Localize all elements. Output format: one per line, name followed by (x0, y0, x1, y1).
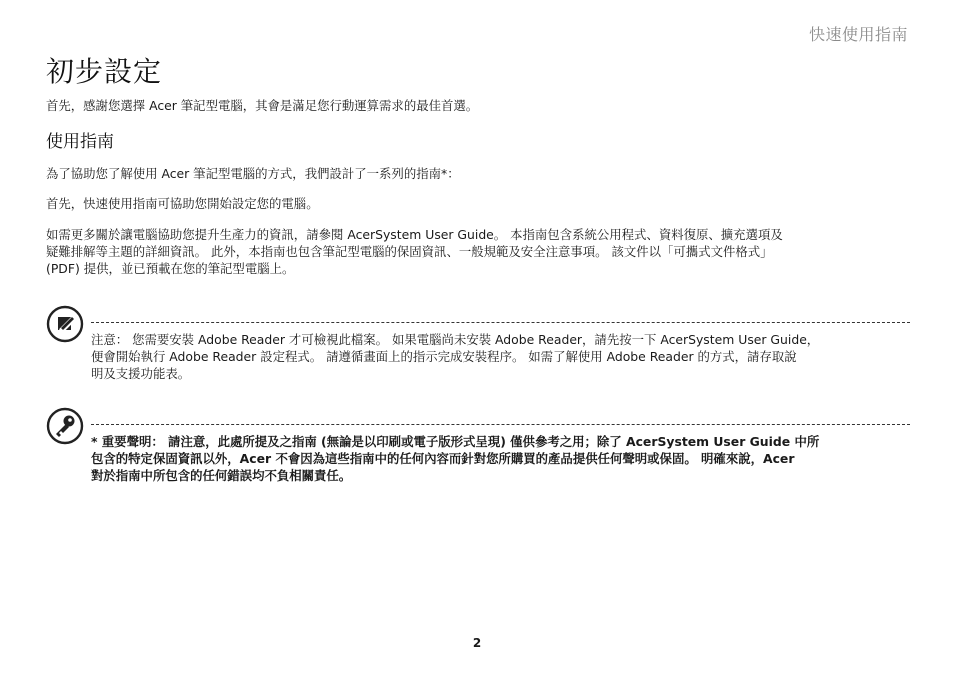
header-guide-label: 快速使用指南 (808, 25, 908, 44)
note-pencil-icon (46, 305, 84, 343)
system-guide-line-2: 疑難排解等主題的詳細資訊。 此外，本指南也包含筆記型電腦的保固資訊、一般規範及安全注意事項。 該文件以「可攜式文件格式」 (46, 244, 773, 259)
intro-paragraph: 首先，感謝您選擇 Acer 筆記型電腦，其會是滿足您行動運算需求的最佳首選。 (46, 98, 479, 113)
disclaimer-block (46, 407, 910, 487)
note-line-2: 便會開始執行 Adobe Reader 設定程式。 請遵循畫面上的指示完成安裝程序。 如需了解使用 Adobe Reader 的方式，請存取說 (91, 349, 797, 364)
note-line-1: 注意： 您需要安裝 Adobe Reader 才可檢視此檔案。 如果電腦尚未安裝 Adobe Reader，請先按一下 AcerSystem User Guide， (91, 332, 820, 347)
page-number: 2 (472, 636, 482, 650)
system-guide-paragraph (46, 226, 906, 277)
note-line-3: 明及支援功能表。 (91, 366, 191, 381)
note-text (91, 331, 902, 382)
note-block (46, 305, 910, 385)
disclaimer-line-1: * 重要聲明： 請注意，此處所提及之指南 (無論是以印刷或電子版形式呈現) 僅供參考之用；除了 AcerSystem User Guide 中所 (91, 434, 820, 449)
page-title: 初步設定 (46, 55, 163, 88)
disclaimer-line-2: 包含的特定保固資訊以外，Acer 不會因為這些指南中的任何內容而針對您所購買的產品提供任何聲明或保固。 明確來說，Acer (91, 451, 795, 466)
important-key-icon (46, 407, 84, 445)
guides-intro-paragraph: 為了協助您了解使用 Acer 筆記型電腦的方式，我們設計了一系列的指南*： (46, 166, 460, 181)
system-guide-line-3: (PDF) 提供，並已預載在您的筆記型電腦上。 (46, 261, 295, 276)
note-divider (91, 322, 910, 323)
disclaimer-divider (91, 424, 910, 425)
disclaimer-text (91, 433, 902, 484)
disclaimer-line-3: 對於指南中所包含的任何錯誤均不負相關責任。 (91, 468, 352, 483)
section-heading: 使用指南 (46, 132, 114, 152)
system-guide-line-1: 如需更多關於讓電腦協助您提升生產力的資訊，請參閱 AcerSystem User Guide。 本指南包含系統公用程式、資料復原、擴充選項及 (46, 227, 783, 242)
quick-guide-paragraph: 首先，快速使用指南可協助您開始設定您的電腦。 (46, 196, 319, 211)
